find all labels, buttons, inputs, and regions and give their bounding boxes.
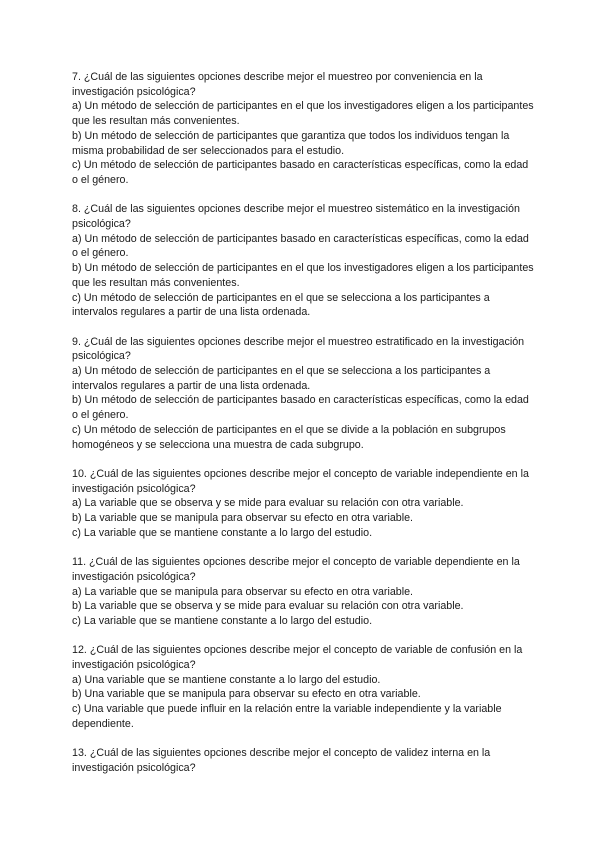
question-text: 13. ¿Cuál de las siguientes opciones describe mejor el concepto de validez interna en la investigación psicológica? [72,747,491,774]
option-b: b) Un método de selección de participantes que garantiza que todos los individuos tengan la misma probabilidad de ser seleccionados para el estudio. [72,129,510,157]
question-text: 8. ¿Cuál de las siguientes opciones describe mejor el muestreo sistemático en la investigación psicológica? [72,203,520,231]
option-c: c) Un método de selección de participantes en el que se divide a la población en subgrupos homogéneos y se selecciona una muestra de cada subgrupo. [72,423,506,451]
question-text: 10. ¿Cuál de las siguientes opciones describe mejor el concepto de variable independiente en la investigación psicológica? [72,467,529,495]
option-c: c) La variable que se mantiene constante a lo largo del estudio. [72,614,373,627]
option-a: a) Una variable que se mantiene constante a lo largo del estudio. [72,673,381,686]
question-text: 11. ¿Cuál de las siguientes opciones describe mejor el concepto de variable dependiente en la investigación psicológica? [72,556,520,583]
question-9 [72,335,534,453]
option-a: a) Un método de selección de participantes en el que se selecciona a los participantes a intervalos regulares a partir de una lista ordenada. [72,365,491,392]
question-7 [72,70,534,188]
question-text: 12. ¿Cuál de las siguientes opciones describe mejor el concepto de variable de confusión en la investigación psicológica? [72,644,523,672]
option-b: b) La variable que se manipula para observar su efecto en otra variable. [72,512,414,525]
option-c: c) Un método de selección de participantes basado en características específicas, como la edad o el género. [72,159,529,186]
option-c: c) Una variable que puede influir en la relación entre la variable independiente y la variable dependiente. [72,703,502,730]
option-c: c) Un método de selección de participantes en el que se selecciona a los participantes a intervalos regulares a partir de una lista ordenada. [72,291,490,319]
option-a: a) Un método de selección de participantes en el que los investigadores eligen a los participantes que les resultan más convenientes. [72,100,534,128]
option-b: b) La variable que se observa y se mide para evaluar su relación con otra variable. [72,600,464,613]
option-b: b) Un método de selección de participantes en el que los investigadores eligen a los participantes que les resultan más convenientes. [72,262,534,289]
question-8 [72,202,534,320]
option-b: b) Una variable que se manipula para observar su efecto en otra variable. [72,688,421,701]
option-a: a) La variable que se manipula para observar su efecto en otra variable. [72,585,414,598]
question-13 [72,746,534,775]
question-text: 7. ¿Cuál de las siguientes opciones describe mejor el muestreo por conveniencia en la investigación psicológica? [72,71,483,98]
document-content [72,70,534,790]
option-a: a) La variable que se observa y se mide para evaluar su relación con otra variable. [72,497,464,510]
question-10 [72,467,534,541]
option-c: c) La variable que se mantiene constante a lo largo del estudio. [72,526,373,539]
option-b: b) Un método de selección de participantes basado en características específicas, como la edad o el género. [72,394,529,422]
option-a: a) Un método de selección de participantes basado en características específicas, como la edad o el género. [72,232,529,260]
question-11 [72,555,534,629]
question-12 [72,643,534,731]
question-text: 9. ¿Cuál de las siguientes opciones describe mejor el muestreo estratificado en la investigación psicológica? [72,335,525,363]
